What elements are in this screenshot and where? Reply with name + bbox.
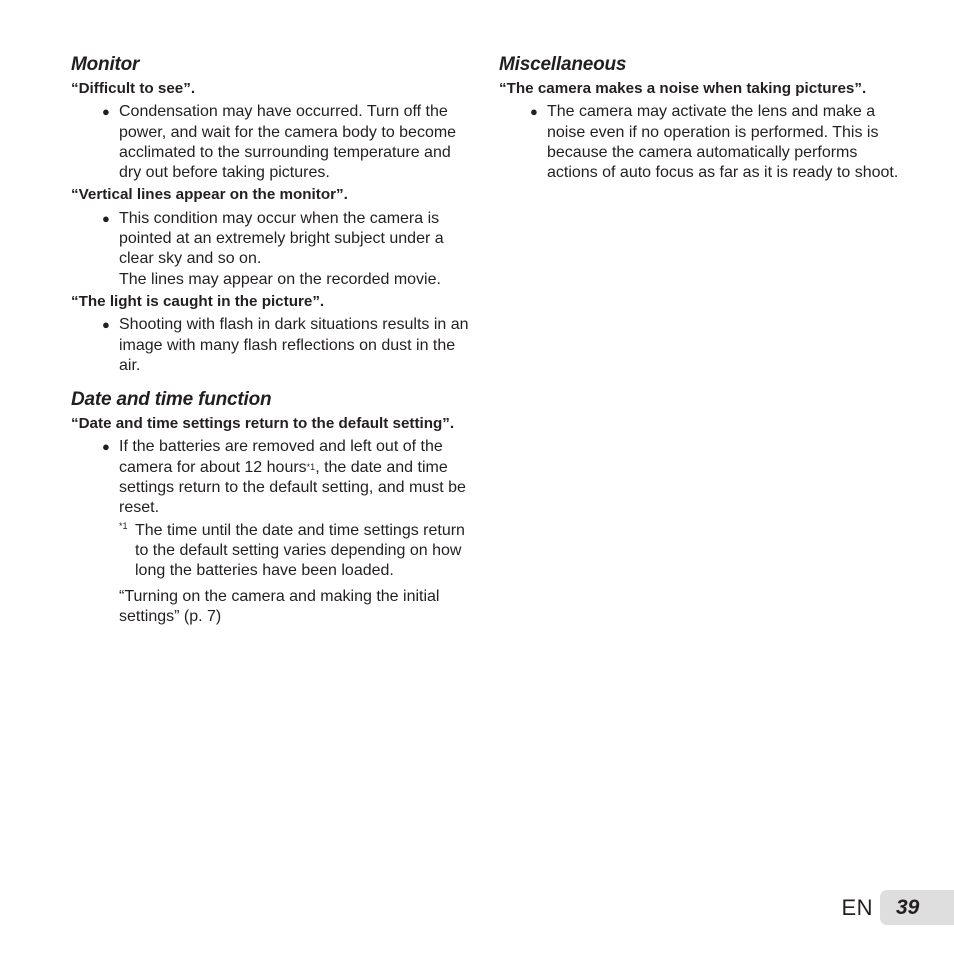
misc-heading: Miscellaneous (499, 54, 627, 75)
footnote-marker: *1 (306, 461, 316, 472)
misc-question-noise: “The camera makes a noise when taking pictures”. (499, 80, 867, 97)
monitor-answer-light-caught (102, 315, 471, 376)
bullet-icon: ● (530, 104, 538, 120)
footnote-mark: *1 (119, 520, 128, 531)
language-label: EN (841, 894, 873, 920)
monitor-heading: Monitor (71, 54, 140, 75)
page-number: 39 (880, 890, 954, 925)
answer-text-continued: The lines may appear on the recorded movie. (119, 270, 441, 288)
answer-text: Shooting with flash in dark situations results in an image with many flash reflections on dust in the air. (119, 316, 469, 374)
answer-text: Condensation may have occurred. Turn off the power, and wait for the camera body to become acclimated to the surrounding temperature and dry out before taking pictures. (119, 103, 457, 182)
footnote (119, 520, 471, 582)
answer-text-tail: , the date and time settings return to the default setting, and must be reset. (119, 458, 466, 517)
bullet-icon: ● (102, 104, 110, 120)
left-column (71, 52, 471, 627)
answer-text: If the batteries are removed and left out of the camera for about 12 hours (119, 438, 443, 476)
datetime-question-default: “Date and time settings return to the default setting”. (71, 415, 455, 433)
footnote-text: The time until the date and time settings return to the default setting varies depending on how long the batteries have been loaded. (135, 521, 465, 580)
monitor-answer-vertical-lines (102, 209, 471, 290)
monitor-question-difficult: “Difficult to see”. (71, 80, 196, 97)
page-footer (841, 890, 954, 925)
monitor-question-light-caught: “The light is caught in the picture”. (71, 292, 325, 310)
monitor-question-vertical-lines: “Vertical lines appear on the monitor”. (71, 186, 348, 204)
page-reference: “Turning on the camera and making the initial settings” (p. 7) (119, 587, 440, 625)
right-column (499, 52, 899, 185)
misc-answer-noise (530, 102, 899, 183)
bullet-icon: ● (102, 210, 110, 226)
datetime-heading: Date and time function (71, 389, 272, 411)
datetime-answer-default (102, 437, 471, 518)
bullet-icon: ● (102, 317, 110, 333)
monitor-answer-difficult (102, 102, 471, 183)
answer-text: This condition may occur when the camera is pointed at an extremely bright subject under a clear sky and so on. (119, 209, 444, 268)
bullet-icon: ● (102, 439, 110, 455)
answer-text: The camera may activate the lens and make a noise even if no operation is performed. This is because the camera automatically performs actions of auto focus as far as it is ready to shoot. (547, 103, 899, 182)
